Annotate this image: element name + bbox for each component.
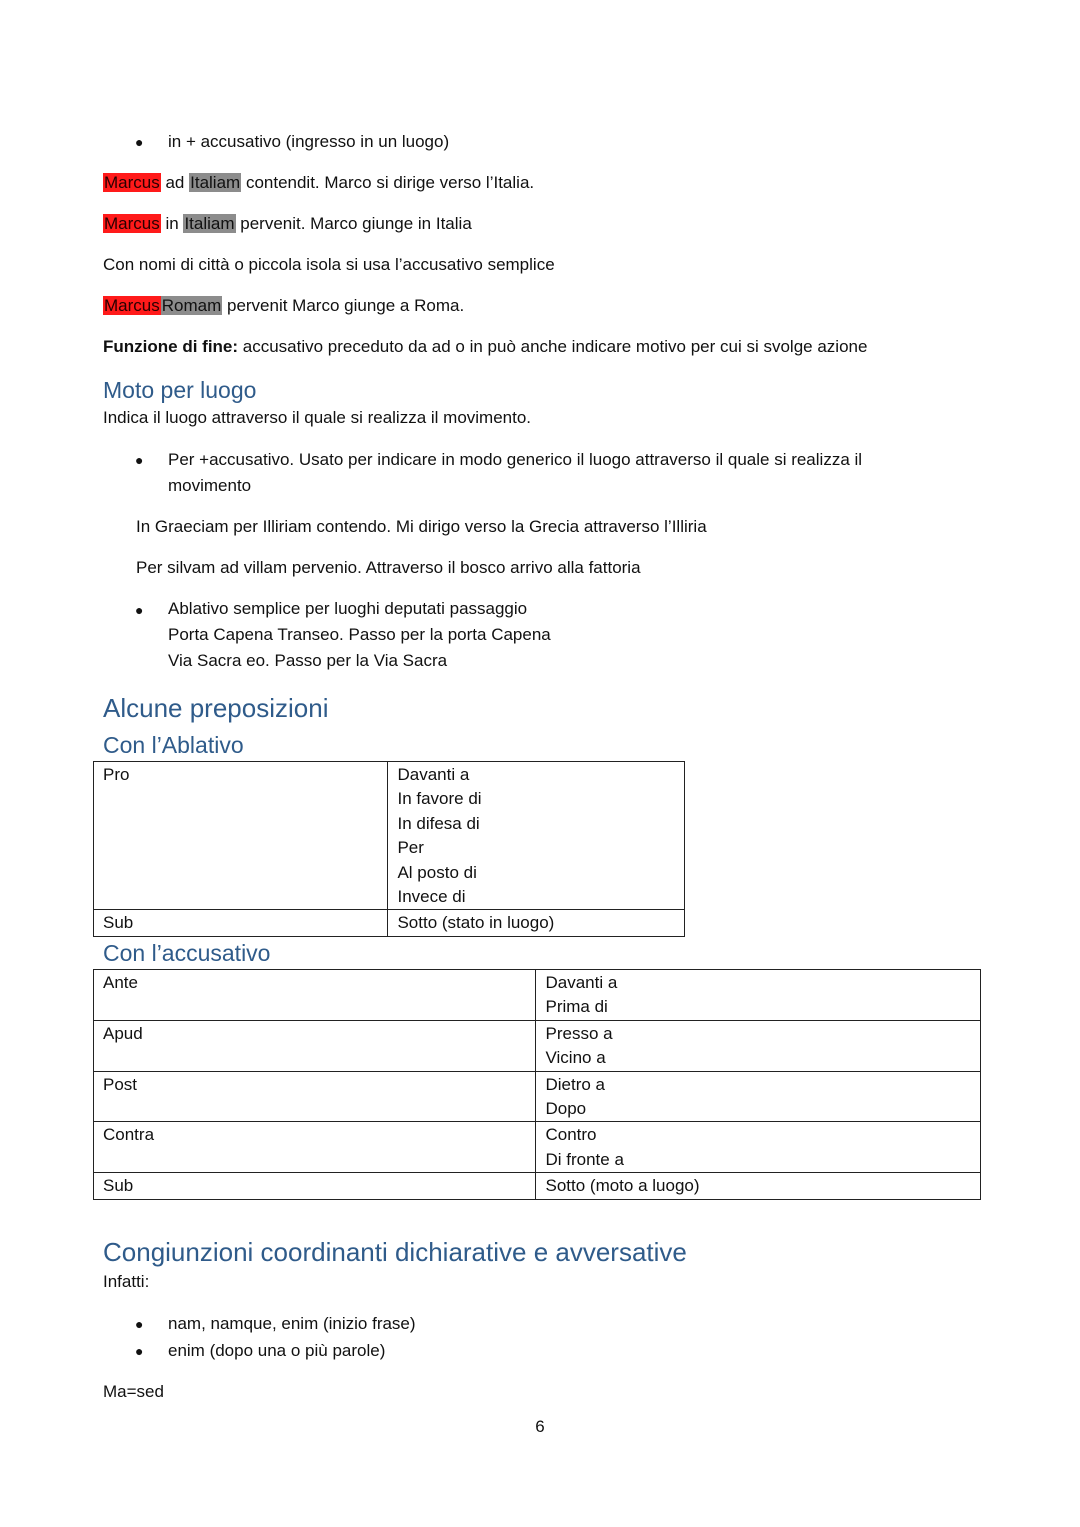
congiunzioni-bullet-2: enim (dopo una o più parole) [168, 1341, 386, 1360]
moto-bullet-1-line-2: movimento [168, 476, 252, 495]
funzione-di-fine-line [103, 336, 867, 358]
table-row [94, 1071, 981, 1122]
heading-con-accusativo: Con l’accusativo [103, 940, 271, 966]
moto-bullet-1 [168, 447, 862, 499]
table-row [94, 762, 685, 910]
preposition: ad [165, 173, 185, 192]
highlight-place: Italiam [184, 214, 235, 233]
example-rest: pervenit Marco giunge a Roma. [226, 296, 465, 315]
highlight-place: Romam [161, 296, 222, 315]
highlight-subject: Marcus [104, 296, 160, 315]
meanings-cell [388, 910, 685, 936]
bullet-dot: ● [135, 602, 144, 618]
example-rest: pervenit. Marco giunge in Italia [240, 214, 472, 233]
highlight-place: Italiam [190, 173, 241, 192]
example-line-3 [103, 295, 464, 317]
prep-cell: Ante [94, 970, 536, 1021]
prep-cell: Post [94, 1071, 536, 1122]
page-number: 6 [535, 1417, 545, 1436]
moto-example-2: Per silvam ad villam pervenio. Attraverso il bosco arrivo alla fattoria [136, 558, 641, 577]
meaning: Sotto (stato in luogo) [397, 913, 555, 933]
meanings-cell [536, 1020, 981, 1071]
meaning: Davanti a [397, 765, 470, 784]
example-line-1 [103, 172, 534, 194]
heading-con-ablativo: Con l’Ablativo [103, 732, 244, 758]
meaning: Dietro a [545, 1074, 606, 1094]
meaning: Contro [545, 1125, 597, 1145]
meaning: Dopo [545, 1099, 587, 1119]
meanings-cell [536, 1122, 981, 1173]
meaning: Sotto (moto a luogo) [545, 1176, 700, 1196]
heading-alcune-preposizioni: Alcune preposizioni [103, 693, 329, 723]
prep-cell: Sub [94, 1173, 536, 1199]
bold-label: Funzione di fine: [103, 337, 239, 356]
table-row [94, 1173, 981, 1199]
meanings-cell [388, 762, 685, 910]
meaning: Davanti a [545, 973, 618, 992]
highlight-subject: Marcus [104, 214, 160, 233]
prep-cell: Sub [94, 910, 388, 936]
funzione-text: accusativo preceduto da ad o in può anche indicare motivo per cui si svolge azione [238, 337, 868, 356]
example-line-2 [103, 213, 472, 235]
moto-bullet-2 [168, 596, 551, 674]
meanings-cell [536, 1173, 981, 1199]
ablativo-table [93, 761, 685, 937]
meaning: Presso a [545, 1023, 613, 1043]
meaning: In favore di [397, 789, 482, 809]
meaning: Prima di [545, 997, 608, 1017]
bullet-dot: ● [135, 452, 144, 468]
accusativo-table [93, 969, 981, 1200]
prep-cell: Contra [94, 1122, 536, 1173]
ma-sed-line: Ma=sed [103, 1382, 164, 1401]
infatti-label: Infatti: [103, 1272, 150, 1291]
table-row [94, 1020, 981, 1071]
example-rest: contendit. Marco si dirige verso l’Italia. [245, 173, 535, 192]
table-row [94, 1122, 981, 1173]
bullet-dot: ● [135, 134, 144, 150]
heading-moto-per-luogo: Moto per luogo [103, 377, 257, 403]
table-row [94, 970, 981, 1021]
meanings-cell [536, 1071, 981, 1122]
meaning: Di fronte a [545, 1149, 624, 1169]
moto-bullet-2-line-1: Ablativo semplice per luoghi deputati passaggio [168, 599, 528, 618]
moto-bullet-1-line-1: Per +accusativo. Usato per indicare in modo generico il luogo attraverso il quale si realizza il [168, 450, 863, 469]
preposition: in [165, 214, 179, 233]
moto-example-1: In Graeciam per Illiriam contendo. Mi dirigo verso la Grecia attraverso l’Illiria [136, 517, 707, 536]
heading-congiunzioni: Congiunzioni coordinanti dichiarative e avversative [103, 1237, 687, 1267]
bullet-dot: ● [135, 1343, 144, 1359]
highlight-subject: Marcus [104, 173, 160, 192]
bullet-in-accusativo: in + accusativo (ingresso in un luogo) [168, 132, 450, 151]
meaning: In difesa di [397, 813, 480, 833]
moto-intro: Indica il luogo attraverso il quale si realizza il movimento. [103, 408, 532, 427]
prep-cell: Apud [94, 1020, 536, 1071]
moto-bullet-2-line-2: Porta Capena Transeo. Passo per la porta Capena [168, 625, 551, 644]
note-line: Con nomi di città o piccola isola si usa l’accusativo semplice [103, 255, 555, 274]
meanings-cell [536, 970, 981, 1021]
meaning: Vicino a [545, 1048, 606, 1068]
bullet-dot: ● [135, 1316, 144, 1332]
prep-cell: Pro [94, 762, 388, 910]
meaning: Per [397, 838, 424, 858]
table-row [94, 910, 685, 936]
congiunzioni-bullet-1: nam, namque, enim (inizio frase) [168, 1314, 416, 1333]
meaning: Al posto di [397, 862, 477, 882]
moto-bullet-2-line-3: Via Sacra eo. Passo per la Via Sacra [168, 651, 448, 670]
meaning: Invece di [397, 887, 466, 907]
